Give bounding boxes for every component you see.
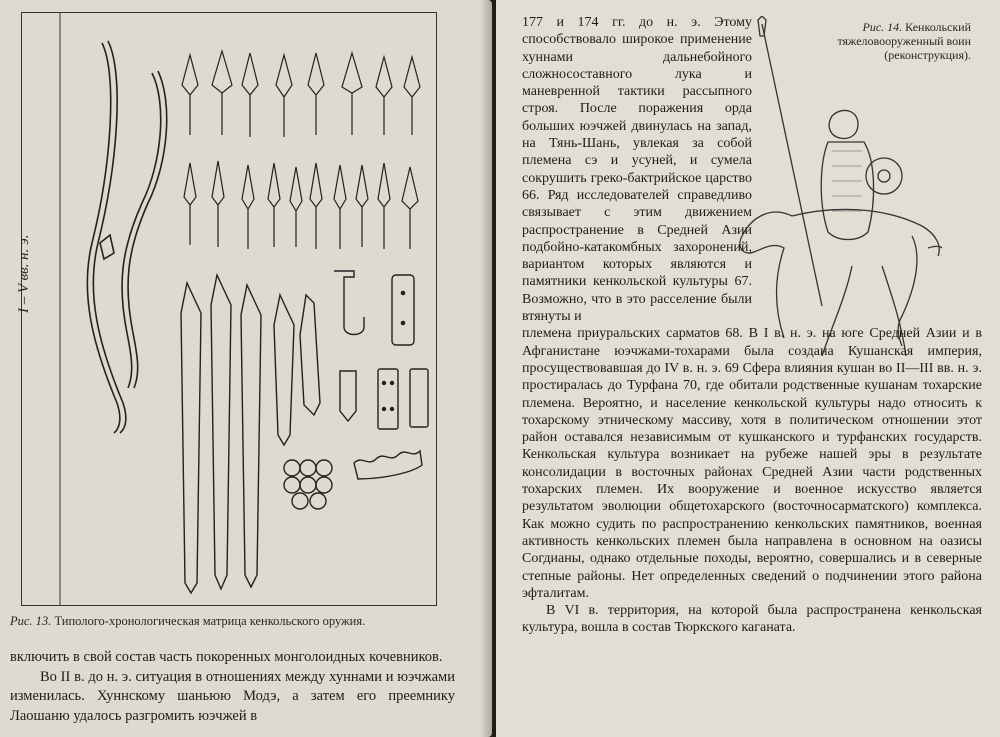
figure-14-caption-text: Кенкольский тяжеловооруженный воин (реконструкция). [837, 20, 971, 62]
right-page [496, 0, 1000, 737]
ornament-plate [354, 451, 422, 479]
figure-13-caption [10, 614, 365, 629]
right-wide-column [522, 325, 982, 636]
arrowheads-row-2 [184, 161, 418, 249]
left-paragraph-1: включить в свой состав часть покоренных монголоидных кочевников. [10, 649, 443, 665]
right-page-body [522, 14, 982, 637]
bow-drawing-2 [122, 71, 167, 388]
arrowheads-row-1 [182, 51, 420, 137]
left-paragraph-2: Во II в. до н. э. ситуация в отношениях между хуннами и юэчжами изменилась. Хуннскому шаньюю Модэ, а затем его преемнику Лаошаню удалось разгромить юэчжей в [10, 668, 455, 724]
right-paragraph-last: В VI в. территория, на которой была распространена кенкольская культура, вошла в состав Тюркского каганата. [522, 603, 982, 636]
figure-13-number: Рис. 13. [10, 614, 52, 628]
figure-13-weapons-drawing [22, 13, 436, 605]
chain-rings [284, 460, 332, 509]
bow-drawing-1 [87, 41, 126, 433]
right-paragraph-wide: племена приуральских сарматов 68. В I в. н. э. на юге Средней Азии и в Афганистане юэчжами-тохарами была создана Кушанская империя, просуществовавшая до IV в. н. э. 69 Сфера влияния кушан во II—III вв. н. э. простиралась до Турфана 70, где обитали родственные кушанам тохарские племена. Вероятно, и население кенкольской культуры надо относить к тохарскому этническому массиву, хотя в политическом отношении этот район оставался независимым от кушканского и турфанских государств. Кенкольская культура возникает на рубеже нашей эры в результате консолидации в восточных районах Средней Азии части родственных тохарских племен. Их вооружение и военное искусство является результатом эволюции общетохарского (восточносарматского) комплекса. Как можно судить по распространению кенкольских памятников, военная активность кенкольских племен была направлена в основном на оазисы Согдианы, однако отдельные походы, вероятно, совершались и в северные степные районы. Нет определенных сведений о подчинении этого района эфталитам. [522, 326, 982, 601]
figure-14-number: Рис. 14. [862, 20, 903, 34]
left-page [0, 0, 492, 737]
swords [181, 275, 320, 593]
right-narrow-column [522, 14, 752, 325]
right-paragraph-narrow: 177 и 174 гг. до н. э. Этому способствовало широкое применение хуннами дальнебойного сложносоставного лука и маневренной тактики рассыпного строя. После поражения орда больших юэчжей двинулась на запад, на Тянь-Шань, увлекая за собой племена сэ и усуней, и сумела сокрушить греко-бактрийское царство 66. Ряд исследователей справедливо связывает с этим движением распространение в Средней Азии подбойно-катакомбных захоронений, вариантом которых являются и памятники кенкольской культуры 67. Возможно, что в это расселение были втянуты и [522, 15, 752, 325]
figure-13-frame [16, 12, 437, 606]
left-page-body [10, 648, 455, 726]
figure-13-caption-text: Типолого-хронологическая матрица кенкольского оружия. [54, 614, 366, 628]
belt-fittings [334, 271, 428, 429]
figure-13-side-label: I – V вв. н. э. [16, 234, 32, 313]
